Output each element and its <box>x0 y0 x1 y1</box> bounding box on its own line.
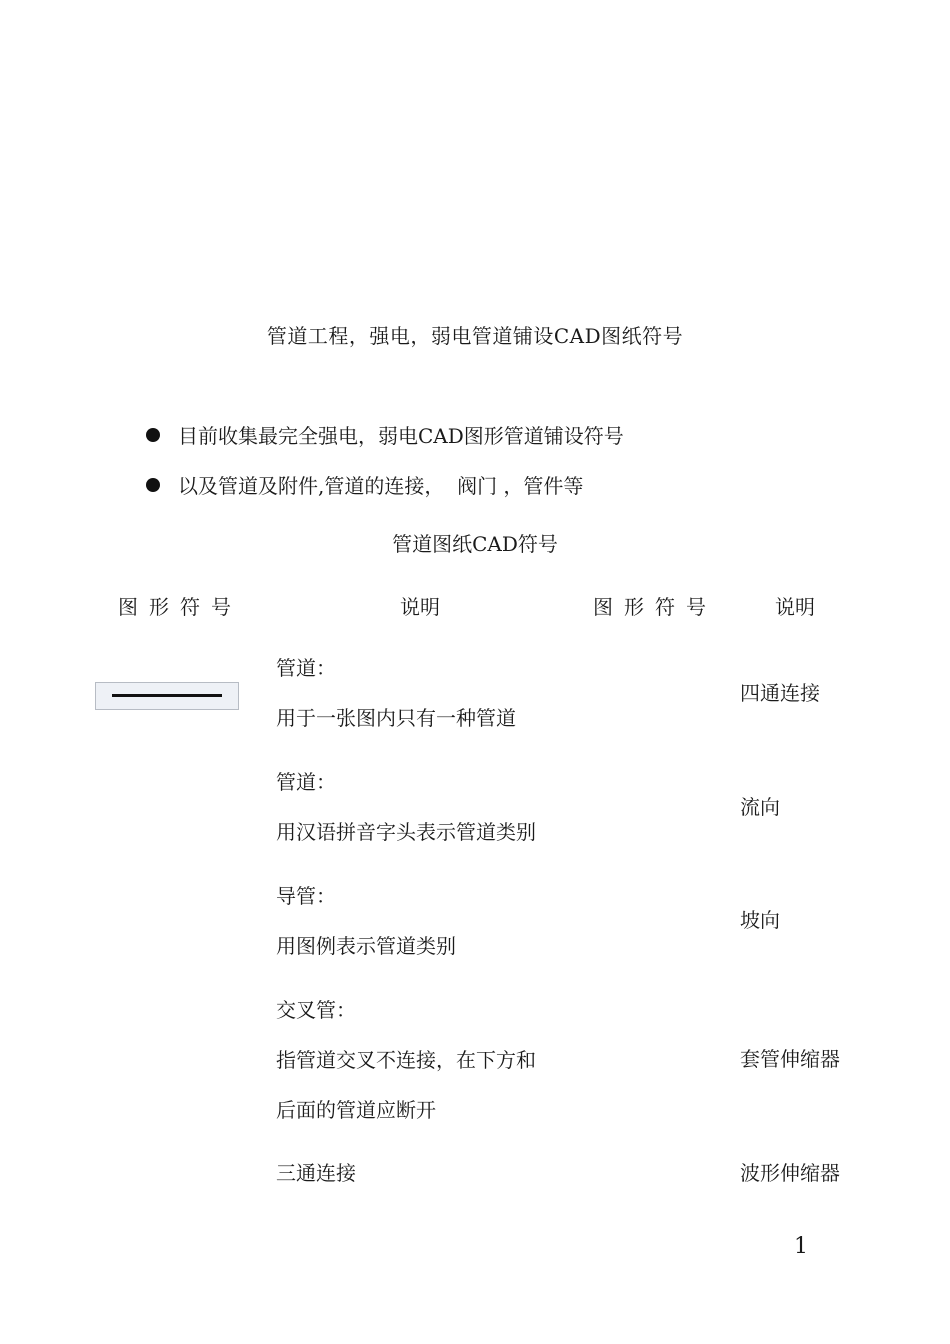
row-description-left <box>276 643 516 743</box>
description-line: 用图例表示管道类别 <box>276 934 456 958</box>
row-description-left <box>276 985 536 1135</box>
description-line: 管道： <box>276 770 336 794</box>
bullet-item <box>146 470 583 499</box>
bullet-text: 目前收集最完全强电，弱电CAD图形管道铺设符号 <box>178 424 624 448</box>
bullet-text: 以及管道及附件,管道的连接， 阀门 ，管件等 <box>178 474 584 498</box>
header-description-left: 说明 <box>400 595 440 619</box>
row-description-right: 套管伸缩器 <box>740 1047 840 1071</box>
page-number: 1 <box>794 1234 808 1259</box>
row-description-right: 坡向 <box>740 908 780 932</box>
row-description-left <box>276 871 456 971</box>
description-line: 用汉语拼音字头表示管道类别 <box>276 820 536 844</box>
row-description-right: 波形伸缩器 <box>740 1161 840 1185</box>
description-line: 管道： <box>276 656 336 680</box>
row-description-right: 流向 <box>740 795 780 819</box>
header-description-right: 说明 <box>775 595 815 619</box>
bullet-dot-icon <box>146 428 160 442</box>
description-line: 用于一张图内只有一种管道 <box>276 706 516 730</box>
header-symbol-left: 图形符号 <box>118 595 242 619</box>
document-title: 管道工程，强电，弱电管道铺设CAD图纸符号 <box>266 324 684 348</box>
description-line: 三通连接 <box>276 1161 356 1185</box>
header-symbol-right: 图形符号 <box>593 595 717 619</box>
row-description-left <box>276 757 536 857</box>
row-description-right: 四通连接 <box>740 681 820 705</box>
description-line: 导管： <box>276 884 336 908</box>
bullet-item <box>146 420 624 449</box>
pipe-line-icon <box>95 682 239 710</box>
pipe-stroke <box>112 694 222 697</box>
row-description-left <box>276 1148 356 1198</box>
description-line: 交叉管： <box>276 998 356 1022</box>
table-title: 管道图纸CAD符号 <box>392 532 558 556</box>
bullet-dot-icon <box>146 478 160 492</box>
description-line: 指管道交叉不连接，在下方和 <box>276 1048 536 1072</box>
description-line: 后面的管道应断开 <box>276 1098 436 1122</box>
